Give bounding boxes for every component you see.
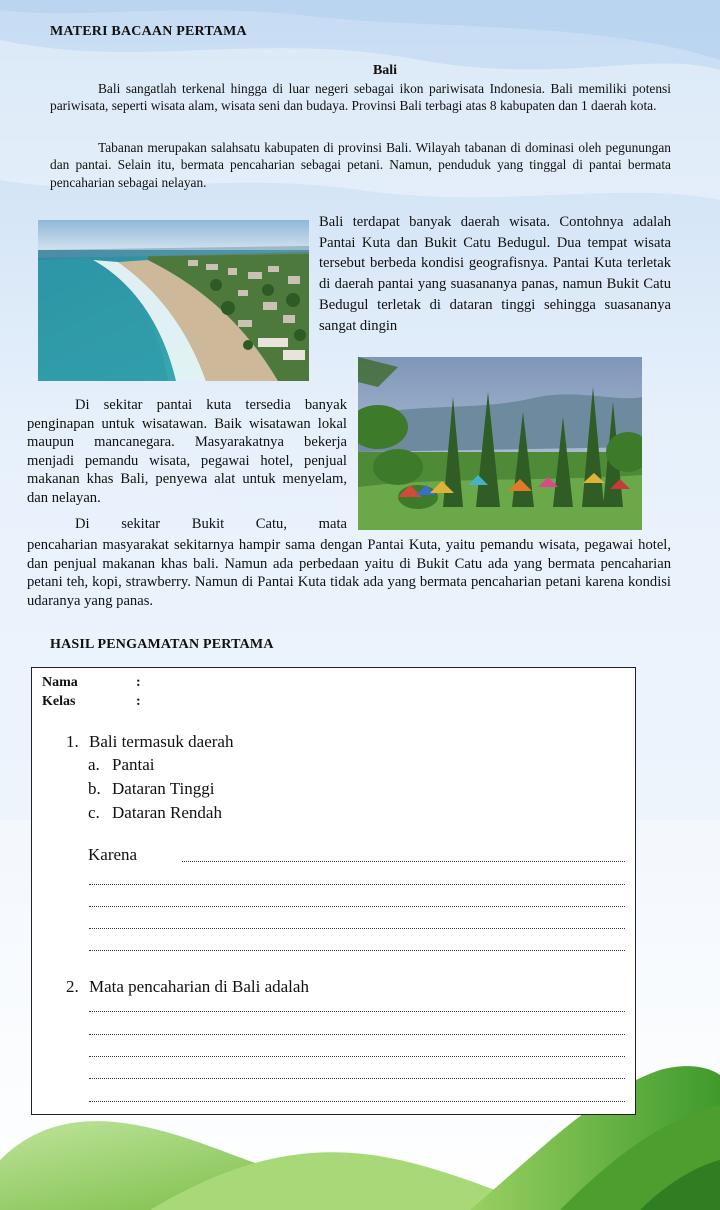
class-field[interactable] xyxy=(42,694,141,710)
option-b-text: Dataran Tinggi xyxy=(112,779,215,798)
question-2-text: Mata pencaharian di Bali adalah xyxy=(89,977,309,996)
question-1-text: Bali termasuk daerah xyxy=(89,732,234,751)
answer-line[interactable] xyxy=(89,1055,625,1057)
question-1-number: 1. xyxy=(66,732,79,751)
paragraph-bukit-catu-start: Di sekitar Bukit Catu, mata xyxy=(75,516,347,532)
paragraph-intro: Bali sangatlah terkenal hingga di luar negeri sebagai ikon pariwisata Indonesia. Bali memiliki potensi pariwisata, seperti wisata alam, wisata seni dan budaya. Provinsi Bali terbagi atas 8 kabupaten dan 1 daerah kota. xyxy=(50,81,671,114)
answer-line[interactable] xyxy=(89,1033,625,1035)
question-2-number: 2. xyxy=(66,977,79,996)
paragraph-tourism: Bali terdapat banyak daerah wisata. Contohnya adalah Pantai Kuta dan Bukit Catu Bedugul. Dua tempat wisata tersebut berbeda kondisi geografisnya. Pantai Kuta terletak di daerah pantai yang suasananya panas, namun Bukit Catu Bedugul terletak di dataran tinggi sehingga suasananya sangat dingin xyxy=(319,214,671,334)
reading-section-title: MATERI BACAAN PERTAMA xyxy=(50,24,247,39)
paragraph-bukit-catu-jobs: pencaharian masyarakat sekitarnya hampir sama dengan Pantai Kuta, yaitu pemandu wisata, pegawai hotel, dan penjual makanan khas bali. Namun ada perbedaan yaitu di Bukit Catu ada yang bermata pencaharian petani teh, kopi, strawberry. Namun di Pantai Kuta tidak ada yang bermata pencaharian petani karena kondisi udaranya yang panas. xyxy=(27,537,671,609)
answer-line[interactable] xyxy=(89,927,625,929)
observation-section-title: HASIL PENGAMATAN PERTAMA xyxy=(50,637,274,652)
answer-line[interactable] xyxy=(89,1010,625,1012)
reason-label: Karena xyxy=(88,845,138,864)
option-c-letter: c. xyxy=(88,803,100,822)
name-label: Nama xyxy=(42,675,78,690)
reading-title: Bali xyxy=(372,63,398,78)
observation-form xyxy=(31,667,636,1115)
class-colon: : xyxy=(136,694,141,709)
paragraph-tabanan: Tabanan merupakan salahsatu kabupaten di provinsi Bali. Wilayah tabanan di dominasi oleh pegunungan dan pantai. Selain itu, bermata pencaharian sebagai petani. Namun, penduduk yang tinggal di pantai bermata pencaharian sebagai nelayan. xyxy=(50,140,671,190)
bukit-catu-bedugul-photo xyxy=(358,357,642,530)
answer-line[interactable] xyxy=(89,883,625,885)
answer-line[interactable] xyxy=(182,860,625,862)
option-c[interactable] xyxy=(88,801,222,825)
option-c-text: Dataran Rendah xyxy=(112,803,222,822)
name-field[interactable] xyxy=(42,675,141,691)
option-a-letter: a. xyxy=(88,755,100,774)
name-colon: : xyxy=(136,675,141,690)
kuta-beach-photo xyxy=(38,220,309,381)
option-b-letter: b. xyxy=(88,779,101,798)
class-label: Kelas xyxy=(42,694,76,709)
answer-line[interactable] xyxy=(89,949,625,951)
option-b[interactable] xyxy=(88,777,214,801)
paragraph-kuta-jobs: Di sekitar pantai kuta tersedia banyak penginapan untuk wisatawan. Baik wisatawan lokal maupun mancanegara. Masyarakatnya bekerja menjadi pemandu wisata, pegawai hotel, penjual makanan khas Bali, penyewa alat untuk menyelam, dan nelayan. xyxy=(27,397,347,506)
option-a-text: Pantai xyxy=(112,755,155,774)
option-a[interactable] xyxy=(88,753,155,777)
answer-line[interactable] xyxy=(89,1077,625,1079)
answer-line[interactable] xyxy=(89,905,625,907)
answer-line[interactable] xyxy=(89,1100,625,1102)
